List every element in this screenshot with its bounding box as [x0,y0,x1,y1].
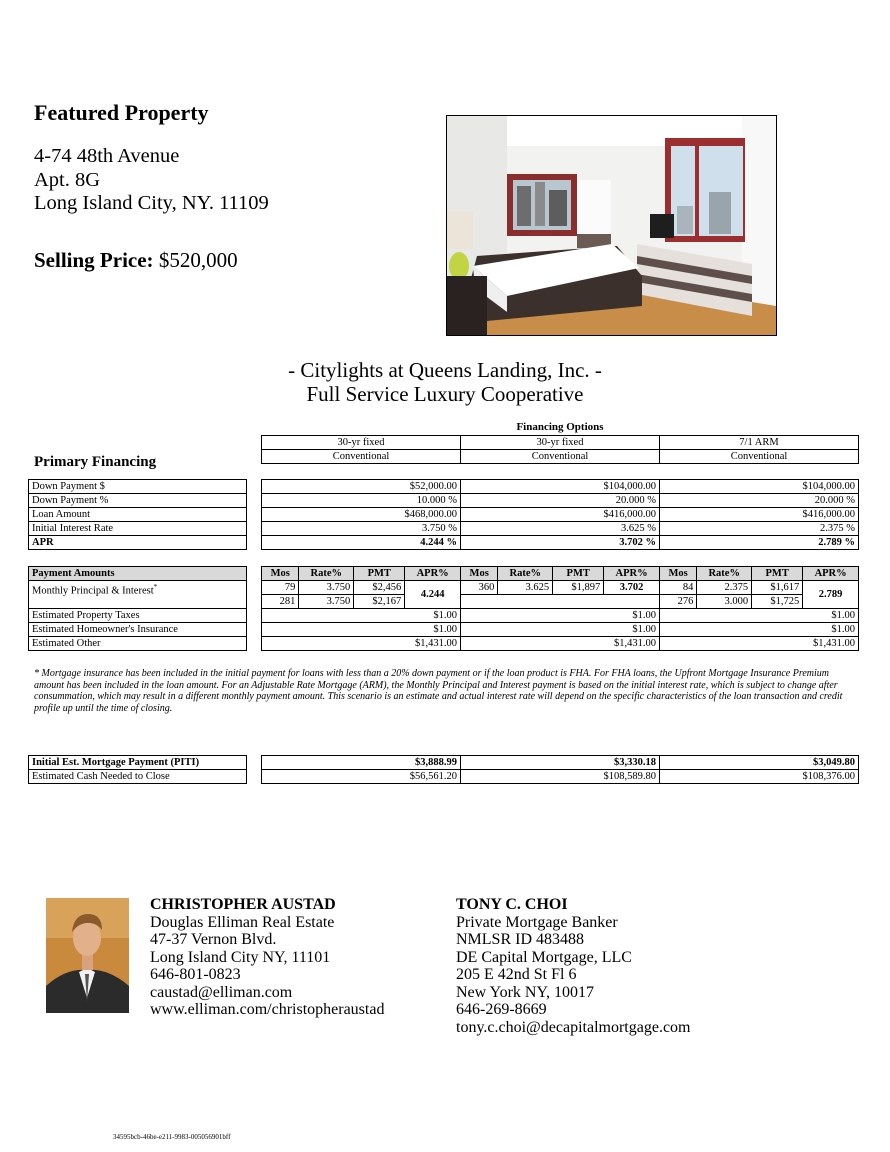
summary-labels-table [28,755,247,784]
value-cell: $52,000.00 [262,480,461,494]
mos-cell: 281 [262,595,299,609]
col-apr: APR% [604,567,660,581]
col-pmt: PMT [354,567,405,581]
col-rate: Rate% [498,567,553,581]
primary-financing-title: Primary Financing [34,454,157,470]
value-cell: $1.00 [659,623,858,637]
building-subtitle [0,358,890,406]
pmt-cell: $1,897 [553,581,604,595]
col-pmt: PMT [553,567,604,581]
value-cell: $1,431.00 [262,637,461,651]
property-address [34,145,269,216]
summary-values-table [261,755,859,784]
pmt-cell: $2,456 [354,581,405,595]
mos-cell: 276 [659,595,696,609]
address-line: Apt. 8G [34,168,101,191]
value-cell: $416,000.00 [660,508,859,522]
agent-phone: 646-801-0823 [150,966,241,983]
mos-cell: 79 [262,581,299,595]
row-label: Initial Est. Mortgage Payment (PITI) [29,756,247,770]
price-value: $520,000 [158,248,238,272]
rate-cell: 2.375 [697,581,752,595]
mpi-label: Monthly Principal & Interest [32,585,154,597]
agent-name: CHRISTOPHER AUSTAD [150,896,336,913]
value-cell: $104,000.00 [461,480,660,494]
program-term: 7/1 ARM [660,436,859,450]
value-cell: $1.00 [460,609,659,623]
row-label: Down Payment % [29,494,247,508]
row-label: Estimated Cash Needed to Close [29,770,247,784]
apr-cell: 2.789 % [660,536,859,550]
pmt-cell: $1,725 [752,595,803,609]
building-name: - Citylights at Queens Landing, Inc. - [288,358,602,382]
value-cell: $1,431.00 [659,637,858,651]
value-cell: 2.375 % [660,522,859,536]
rate-cell: 3.750 [299,595,354,609]
mpi-footnote-mark: * [153,583,158,591]
banker-nmlsr: NMLSR ID 483488 [456,931,585,948]
apr-cell: 3.702 % [461,536,660,550]
agent-contact [150,896,384,1019]
document-id: 34595bcb-46be-e211-9983-005056901bff [113,1133,231,1141]
agent-city: Long Island City NY, 11101 [150,948,331,966]
col-rate: Rate% [299,567,354,581]
row-label: Estimated Homeowner's Insurance [29,623,247,637]
apr-cell: 2.789 [803,581,859,609]
value-cell: 20.000 % [660,494,859,508]
banker-street: 205 E 42nd St Fl 6 [456,966,577,983]
financing-options-title: Financing Options [516,421,604,433]
featured-title: Featured Property [34,100,209,125]
pmt-cell: $2,167 [354,595,405,609]
payment-values-table [261,566,859,651]
rate-cell: 3.625 [498,581,553,595]
col-pmt: PMT [752,567,803,581]
financing-values-table [261,479,859,550]
value-cell: $108,376.00 [660,770,859,784]
banker-email[interactable]: tony.c.choi@decapitalmortgage.com [456,1018,691,1036]
row-label: Loan Amount [29,508,247,522]
col-mos: Mos [460,567,497,581]
selling-price [34,248,238,273]
payment-amounts-header: Payment Amounts [29,567,247,581]
rate-cell: 3.750 [299,581,354,595]
value-cell: $416,000.00 [461,508,660,522]
agent-website[interactable]: www.elliman.com/christopheraustad [150,1001,385,1018]
value-cell: 10.000 % [262,494,461,508]
value-cell: $3,888.99 [262,756,461,770]
col-apr: APR% [803,567,859,581]
value-cell: 3.625 % [461,522,660,536]
program-type: Conventional [461,450,660,464]
row-label: Initial Interest Rate [29,522,247,536]
value-cell: $56,561.20 [262,770,461,784]
agent-email[interactable]: caustad@elliman.com [150,983,293,1001]
row-label: Estimated Property Taxes [29,609,247,623]
banker-company: DE Capital Mortgage, LLC [456,948,632,966]
rate-cell: 3.000 [697,595,752,609]
payment-labels-table [28,566,247,651]
banker-phone: 646-269-8669 [456,1001,547,1018]
banker-title: Private Mortgage Banker [456,913,618,931]
value-cell: $1,431.00 [460,637,659,651]
address-line: Long Island City, NY. 11109 [34,192,269,214]
value-cell: $108,589.80 [461,770,660,784]
mos-cell: 360 [460,581,497,595]
financing-labels-table [28,479,247,550]
value-cell: $468,000.00 [262,508,461,522]
mos-cell: 84 [659,581,696,595]
agent-company: Douglas Elliman Real Estate [150,913,335,931]
value-cell: 3.750 % [262,522,461,536]
empty-cell [460,595,659,609]
apr-cell: 4.244 [405,581,461,609]
row-label: APR [29,536,247,550]
banker-city: New York NY, 10017 [456,983,594,1001]
program-type: Conventional [660,450,859,464]
address-line: 4-74 48th Avenue [34,145,180,167]
value-cell: $1.00 [262,609,461,623]
property-photo [446,115,777,336]
value-cell: $104,000.00 [660,480,859,494]
row-label: Down Payment $ [29,480,247,494]
col-rate: Rate% [697,567,752,581]
program-term: 30-yr fixed [262,436,461,450]
banker-name: TONY C. CHOI [456,896,568,913]
col-apr: APR% [405,567,461,581]
agent-photo [46,898,129,1013]
value-cell: $3,049.80 [660,756,859,770]
apr-cell: 4.244 % [262,536,461,550]
agent-street: 47-37 Vernon Blvd. [150,931,277,948]
banker-contact [456,896,691,1036]
program-type: Conventional [262,450,461,464]
program-term: 30-yr fixed [461,436,660,450]
value-cell: $1.00 [460,623,659,637]
apr-cell: 3.702 [604,581,660,595]
col-mos: Mos [262,567,299,581]
value-cell: $3,330.18 [461,756,660,770]
price-label: Selling Price: [34,248,154,272]
pmt-cell: $1,617 [752,581,803,595]
building-type: Full Service Luxury Cooperative [306,382,584,406]
row-label: Estimated Other [29,637,247,651]
value-cell: 20.000 % [461,494,660,508]
value-cell: $1.00 [262,623,461,637]
disclaimer-footnote: * Mortgage insurance has been included in the initial payment for loans with less than a 20% down payment or if the loan product is FHA. For FHA loans, the Upfront Mortgage Insurance Premium amount has been included in the loan amount. For an Adjustable Rate Mortgage (ARM), the Monthly Principal and Interest payment is based on the initial interest rate, which is subject to change after consummation, which may result in a different monthly payment amount. This scenario is an estimate and actual interest rate will depend on the specific characteristics of the loan transaction and credit profile up until the time of closing. [34,668,843,714]
program-header-table [261,435,859,464]
col-mos: Mos [659,567,696,581]
value-cell: $1.00 [659,609,858,623]
mpi-label-cell [29,581,247,609]
